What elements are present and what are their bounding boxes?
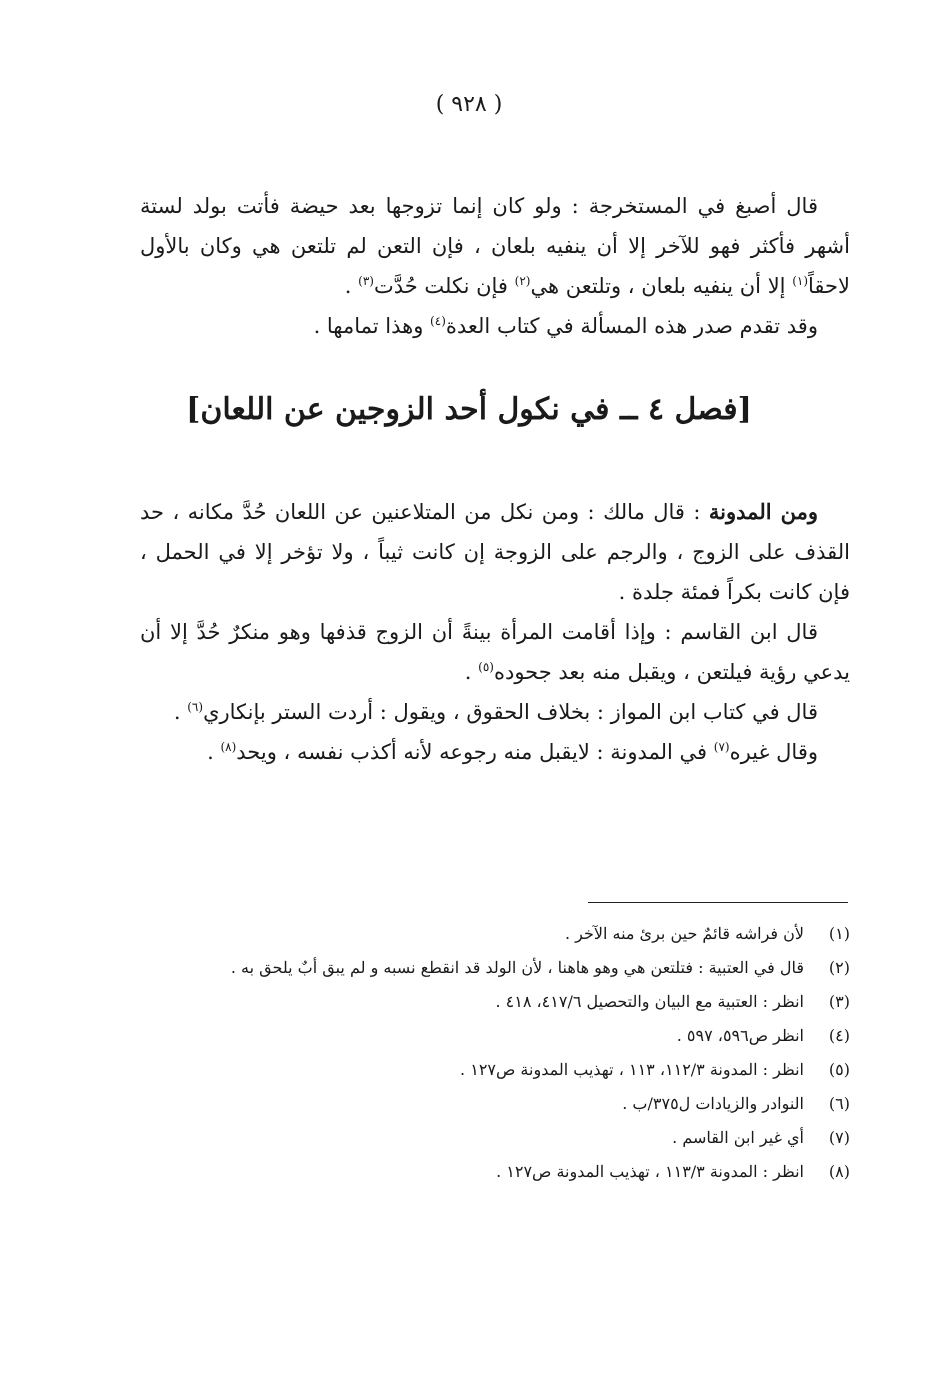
footnote-number: (٥)	[828, 1060, 850, 1079]
paragraph-idda: وقد تقدم صدر هذه المسألة في كتاب العدة$^{(٤)}$ وهذا تمامها .	[313, 314, 818, 338]
paragraph-mudawwana: ومن المدونة : قال مالك : ومن نكل من المتلاعنين عن اللعان حُدَّ مكانه ، حد القذف على الزوج ، والرجم على الزوجة إن كانت ثيباً ، ولا تؤخر إلا في الحمل ، فإن كانت بكراً فمئة جلدة .	[140, 499, 850, 604]
section-heading: [فصل ٤ ــ في نكول أحد الزوجين عن اللعان]	[186, 392, 752, 427]
top-text-block	[140, 186, 850, 346]
footnote-number: (٣)	[828, 992, 850, 1011]
footnote-number: (٤)	[828, 1026, 850, 1045]
footnote-text: قال في العتبية : فتلتعن هي وهو هاهنا ، لأن الولد قد انقطع نسبه و لم يبق أبٌ يلحق به .	[230, 958, 804, 977]
footnote-text: انظر : العتبية مع البيان والتحصيل ٤١٧/٦، ٤١٨ .	[495, 992, 804, 1011]
bottom-text-block	[140, 492, 850, 772]
paragraph-ghayruhu: وقال غيره$^{(٧)}$ في المدونة : لايقبل منه رجوعه لأنه أكذب نفسه ، ويحد$^{(٨)}$ .	[207, 740, 818, 764]
footnote-item	[140, 992, 850, 1026]
footnote-ref: (٨)	[220, 740, 237, 754]
footnote-ref: (٧)	[713, 740, 730, 754]
footnote-item	[140, 1128, 850, 1162]
footnote-item	[140, 1162, 850, 1196]
footnote-ref: (٦)	[187, 700, 204, 714]
footnote-item	[140, 1060, 850, 1094]
footnote-text: لأن فراشه قائمٌ حين برئ منه الآخر .	[564, 924, 804, 943]
footnote-number: (٧)	[828, 1128, 850, 1147]
paragraph-asbagh: قال أصبغ في المستخرجة : ولو كان إنما تزوجها بعد حيضة فأتت بولد لستة أشهر فأكثر فهو للآخر إلا أن ينفيه بلعان ، فإن التعن لم تلتعن هي وكان بالأول لاحقاً$^{(١)}$ إلا أن ينفيه بلعان ، وتلتعن هي$^{(٢)}$ فإن نكلت حُدَّت$^{(٣)}$ .	[140, 194, 850, 298]
footnote-item	[140, 958, 850, 992]
footnote-ref: (٥)	[478, 660, 494, 674]
footnote-ref: (١)	[792, 274, 809, 288]
footnote-divider	[588, 902, 848, 903]
footnote-number: (٢)	[828, 958, 850, 977]
footnote-ref: (٣)	[358, 274, 374, 288]
paragraph-ibn-alqasim: قال ابن القاسم : وإذا أقامت المرأة بينةً أن الزوج قذفها وهو منكرٌ حُدَّ إلا أن يدعي رؤية فيلتعن ، ويقبل منه بعد جحوده$^{(٥)}$ .	[140, 620, 850, 684]
footnotes	[140, 924, 850, 1196]
footnote-number: (١)	[828, 924, 850, 943]
footnote-number: (٨)	[828, 1162, 850, 1181]
footnote-item	[140, 924, 850, 958]
footnote-text: انظر ص٥٩٦، ٥٩٧ .	[676, 1026, 804, 1045]
footnote-item	[140, 1026, 850, 1060]
footnote-ref: (٤)	[430, 314, 446, 328]
footnote-text: انظر : المدونة ١١٢/٣، ١١٣ ، تهذيب المدونة ص١٢٧ .	[460, 1060, 804, 1079]
footnote-text: أي غير ابن القاسم .	[672, 1128, 804, 1147]
footnote-text: انظر : المدونة ١١٣/٣ ، تهذيب المدونة ص١٢٧ .	[496, 1162, 804, 1181]
page-number: ( ٩٢٨ )	[435, 92, 503, 117]
footnote-ref: (٢)	[514, 274, 531, 288]
paragraph-ibn-almawwaz: قال في كتاب ابن المواز : بخلاف الحقوق ، ويقول : أردت الستر بإنكاري$^{(٦)}$ .	[173, 700, 818, 724]
footnote-number: (٦)	[828, 1094, 850, 1113]
footnote-text: النوادر والزيادات ل٣٧٥/ب .	[622, 1094, 804, 1113]
footnote-item	[140, 1094, 850, 1128]
